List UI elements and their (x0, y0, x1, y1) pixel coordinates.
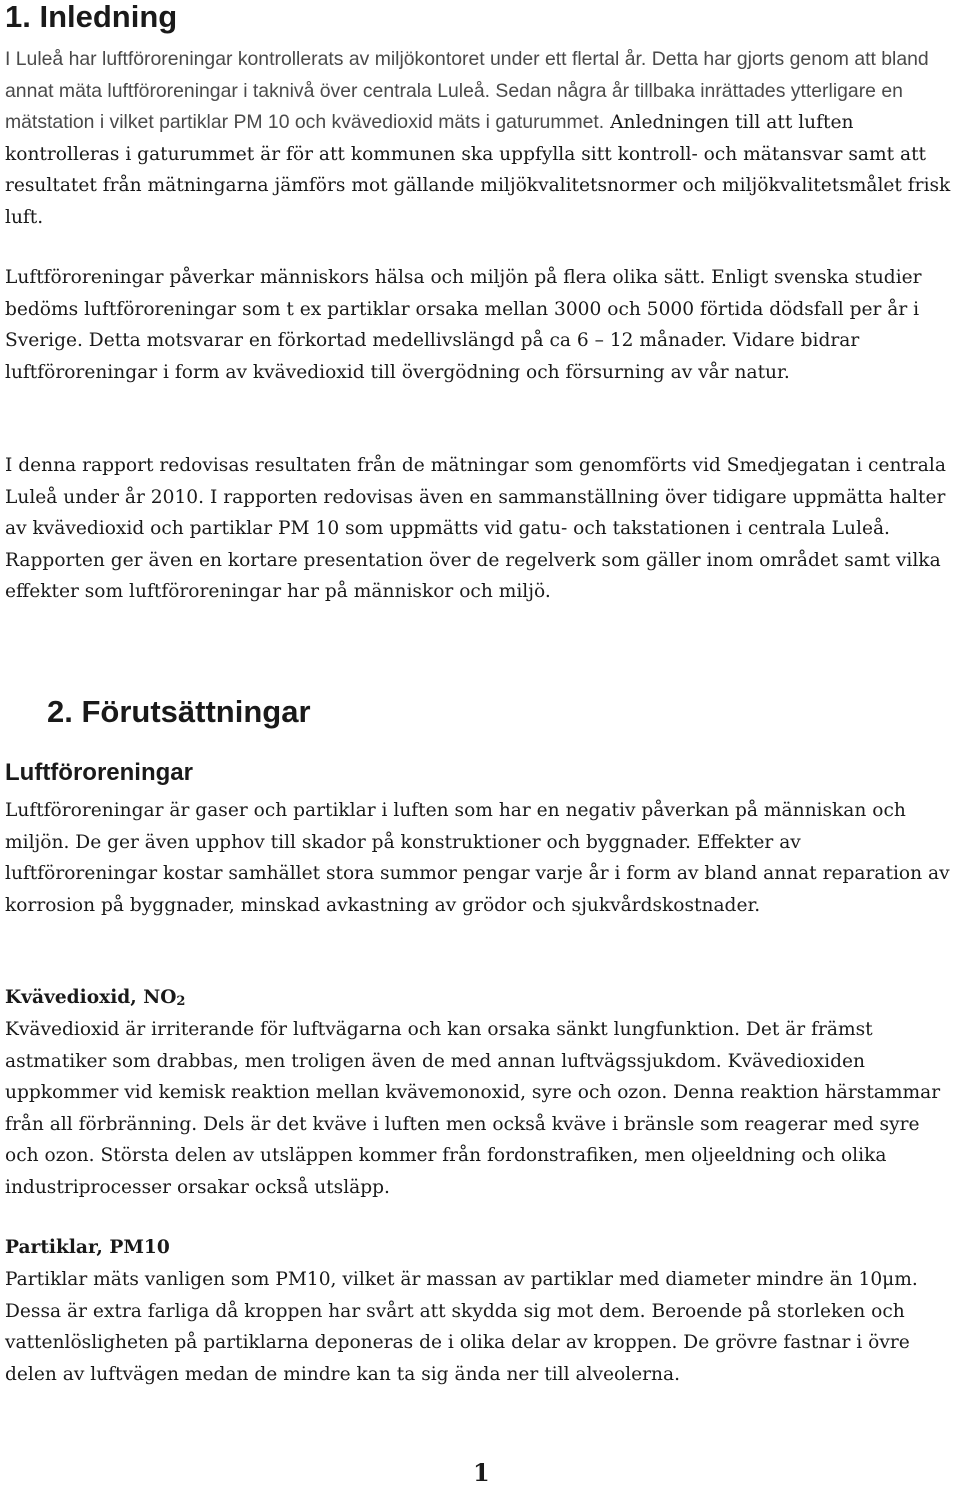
no2-heading (5, 984, 185, 1016)
section-1-title: 1. Inledning (5, 0, 178, 34)
intro-paragraph-2: Luftföroreningar påverkar människors hälsa och miljön på flera olika sätt. Enligt svenska studier bedöms luftföroreningar som t ex partiklar orsaka mellan 3000 och 5000 förtida dödsfall per år i Sverige. Detta motsvarar en förkortad medellivslängd på ca 6 – 12 månader. Vidare bidrar luftföroreningar i form av kvävedioxid till övergödning och försurning av vår natur. (5, 267, 922, 383)
no2-heading-subscript: 2 (176, 994, 186, 1009)
page-number: 1 (473, 1458, 490, 1487)
section-2-title: 2. Förutsättningar (47, 694, 311, 729)
intro-paragraph-3: I denna rapport redovisas resultaten från de mätningar som genomförts vid Smedjegatan i centrala Luleå under år 2010. I rapporten redovisas även en sammanställning över tidigare uppmätta halter av kvävedioxid och partiklar PM 10 som uppmätts vid gatu- och takstationen i centrala Luleå. Rapporten ger även en kortare presentation över de regelverk som gäller inom området samt vilka effekter som luftföroreningar har på människor och miljö. (5, 455, 946, 602)
pollution-paragraph: Luftföroreningar är gaser och partiklar i luften som har en negativ påverkan på människan och miljön. De ger även upphov till skador på konstruktioner och byggnader. Effekter av luftföroreningar kostar samhället stora summor pengar varje år i form av bland annat reparation av korrosion på byggnader, minskad avkastning av grödor och sjukvårdskostnader. (5, 800, 950, 916)
no2-heading-text: Kvävedioxid, NO (5, 987, 177, 1008)
intro-paragraph-1-part-2: Anledningen till att luften kontrolleras i gaturummet är för att kommunen ska uppfylla sitt kontroll- och mätansvar samt att resultatet från mätningarna jämförs mot gällande miljökvalitetsnormer och miljökvalitetsmålet frisk luft. (5, 112, 951, 228)
pm10-heading: Partiklar, PM10 (5, 1237, 170, 1258)
pm10-paragraph: Partiklar mäts vanligen som PM10, vilket är massan av partiklar med diameter mindre än 10μm. Dessa är extra farliga då kroppen har svårt att skydda sig mot dem. Beroende på storleken och vattenlösligheten på partiklarna deponeras de i olika delar av kroppen. De grövre fastnar i övre delen av luftvägen medan de mindre kan ta sig ända ner till alveolerna. (5, 1269, 918, 1385)
intro-paragraph-1 (5, 44, 955, 233)
subheading-luftfororeningar: Luftföroreningar (5, 759, 193, 786)
no2-paragraph: Kvävedioxid är irriterande för luftvägarna och kan orsaka sänkt lungfunktion. Det är främst astmatiker som drabbas, men troligen även de med annan luftvägssjukdom. Kvävedioxiden uppkommer vid kemisk reaktion mellan kvävemonoxid, syre och ozon. Denna reaktion härstammar från all förbränning. Dels är det kväve i luften men också kväve i bränsle som reagerar med syre och ozon. Största delen av utsläppen kommer från fordonstrafiken, men oljeeldning och olika industriprocesser orsakar också utsläpp. (5, 1019, 941, 1198)
intro-paragraph-1-part-1: I Luleå har luftföroreningar kontrollerats av miljökontoret under ett flertal år. Detta har gjorts genom att bland annat mäta luftföroreningar i taknivå över centrala Luleå. Sedan några år tillbaka inrättades ytterligare en mätstation i vilket partiklar PM 10 och kvävedioxid mäts i gaturummet. (5, 48, 929, 133)
